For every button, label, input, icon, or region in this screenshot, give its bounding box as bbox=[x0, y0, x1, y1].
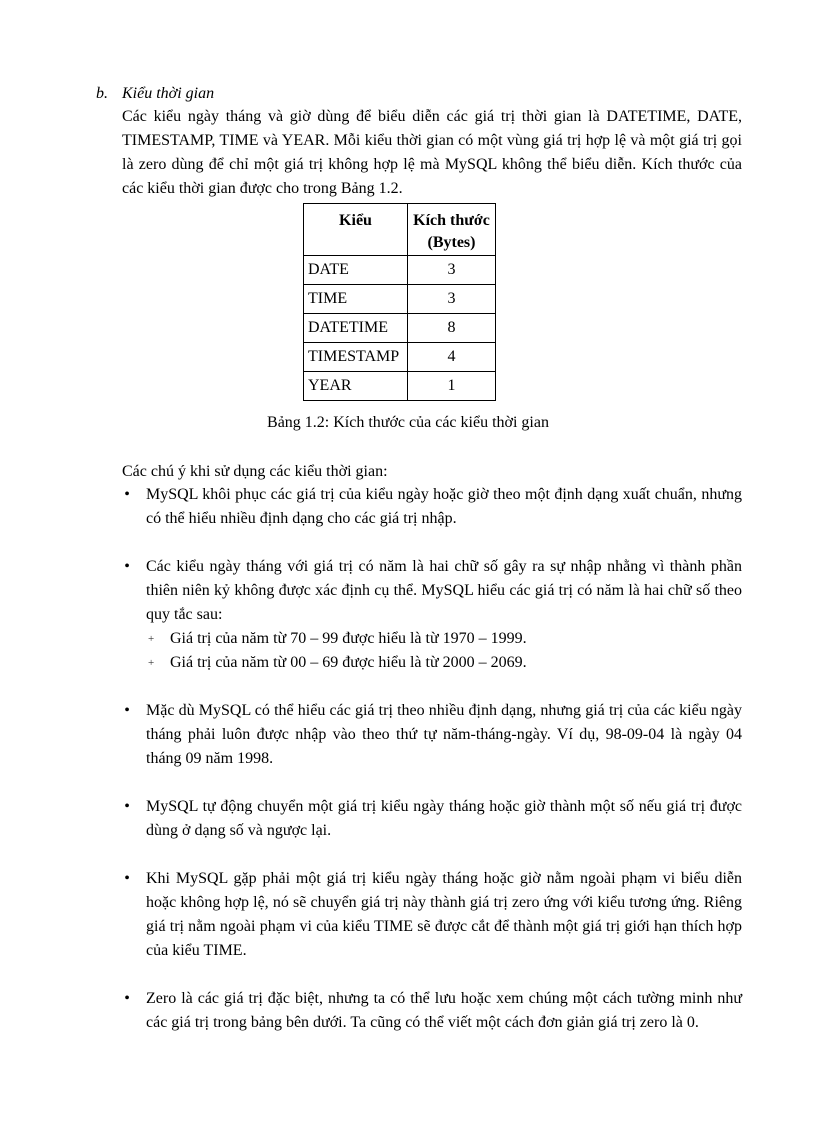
cell-size: 8 bbox=[408, 314, 496, 343]
header-size-line1: Kích thước bbox=[413, 212, 490, 229]
cell-kind: TIME bbox=[304, 285, 408, 314]
list-item bbox=[122, 987, 742, 1035]
list-item bbox=[122, 867, 742, 963]
section-marker: b. bbox=[96, 85, 108, 102]
sub-list-item-text: Giá trị của năm từ 00 – 69 được hiểu là từ 2000 – 2069. bbox=[170, 654, 527, 671]
list-item-text: Zero là các giá trị đặc biệt, nhưng ta có thể lưu hoặc xem chúng một cách tường minh như các giá trị trong bảng bên dưới. Ta cũng có thể viết một cách đơn giản giá trị zero là 0. bbox=[146, 990, 742, 1031]
list-item bbox=[122, 699, 742, 771]
notes-list bbox=[122, 483, 742, 1059]
table-row bbox=[304, 314, 496, 343]
section-title: Kiểu thời gian bbox=[122, 85, 215, 102]
list-item-text: Khi MySQL gặp phải một giá trị kiểu ngày tháng hoặc giờ nằm ngoài phạm vi biểu diễn hoặc không hợp lệ, nó sẽ chuyển giá trị này thành giá trị zero ứng với kiểu tương ứng. Riêng giá trị nằm ngoài phạm vi của kiểu TIME sẽ được cắt để thành một giá trị giới hạn thích hợp của kiểu TIME. bbox=[146, 870, 742, 959]
list-item-text: MySQL khôi phục các giá trị của kiểu ngày hoặc giờ theo một định dạng xuất chuẩn, nhưng có thể hiểu nhiều định dạng cho các giá trị nhập. bbox=[146, 486, 742, 527]
notes-intro: Các chú ý khi sử dụng các kiểu thời gian: bbox=[122, 463, 388, 480]
cell-size: 1 bbox=[408, 372, 496, 401]
time-types-size-table bbox=[303, 203, 496, 401]
list-item bbox=[122, 555, 742, 675]
cell-kind: DATE bbox=[304, 256, 408, 285]
bullet-icon: • bbox=[124, 702, 130, 719]
list-item-text: Mặc dù MySQL có thể hiểu các giá trị theo nhiều định dạng, nhưng giá trị của các kiểu ngày tháng phải luôn được nhập vào theo thứ tự năm-tháng-ngày. Ví dụ, 98-09-04 là ngày 04 tháng 09 năm 1998. bbox=[146, 702, 742, 767]
table-row bbox=[304, 372, 496, 401]
list-item-text: MySQL tự động chuyển một giá trị kiểu ngày tháng hoặc giờ thành một số nếu giá trị được dùng ở dạng số và ngược lại. bbox=[146, 798, 742, 839]
section-heading bbox=[96, 83, 214, 105]
plus-icon: + bbox=[148, 657, 155, 669]
table-row bbox=[304, 285, 496, 314]
bullet-icon: • bbox=[124, 558, 130, 575]
year-rules-list bbox=[146, 627, 742, 675]
bullet-icon: • bbox=[124, 798, 130, 815]
list-item-text: Các kiểu ngày tháng với giá trị có năm là hai chữ số gây ra sự nhập nhằng vì thành phần thiên niên kỷ không được xác định cụ thể. MySQL hiểu các giá trị có năm là hai chữ số theo quy tắc sau: bbox=[146, 558, 742, 623]
header-size bbox=[408, 204, 496, 256]
bullet-icon: • bbox=[124, 870, 130, 887]
sub-list-item bbox=[146, 627, 742, 651]
plus-icon: + bbox=[148, 633, 155, 645]
sub-list-item bbox=[146, 651, 742, 675]
table-header-row bbox=[304, 204, 496, 256]
table-caption: Bảng 1.2: Kích thước của các kiểu thời gian bbox=[267, 414, 549, 431]
cell-kind: DATETIME bbox=[304, 314, 408, 343]
cell-size: 3 bbox=[408, 256, 496, 285]
table-row bbox=[304, 343, 496, 372]
table-row bbox=[304, 256, 496, 285]
sub-list-item-text: Giá trị của năm từ 70 – 99 được hiểu là từ 1970 – 1999. bbox=[170, 630, 527, 647]
header-kind: Kiểu bbox=[304, 204, 408, 256]
cell-kind: YEAR bbox=[304, 372, 408, 401]
bullet-icon: • bbox=[124, 990, 130, 1007]
cell-kind: TIMESTAMP bbox=[304, 343, 408, 372]
bullet-icon: • bbox=[124, 486, 130, 503]
list-item bbox=[122, 795, 742, 843]
header-size-line2: (Bytes) bbox=[427, 234, 476, 251]
intro-paragraph: Các kiểu ngày tháng và giờ dùng để biểu diễn các giá trị thời gian là DATETIME, DATE, TIMESTAMP, TIME và YEAR. Mỗi kiểu thời gian có một vùng giá trị hợp lệ và một giá trị gọi là zero dùng để chỉ một giá trị không hợp lệ mà MySQL không thể biểu diễn. Kích thước của các kiểu thời gian được cho trong Bảng 1.2. bbox=[122, 108, 742, 197]
cell-size: 4 bbox=[408, 343, 496, 372]
cell-size: 3 bbox=[408, 285, 496, 314]
list-item bbox=[122, 483, 742, 531]
